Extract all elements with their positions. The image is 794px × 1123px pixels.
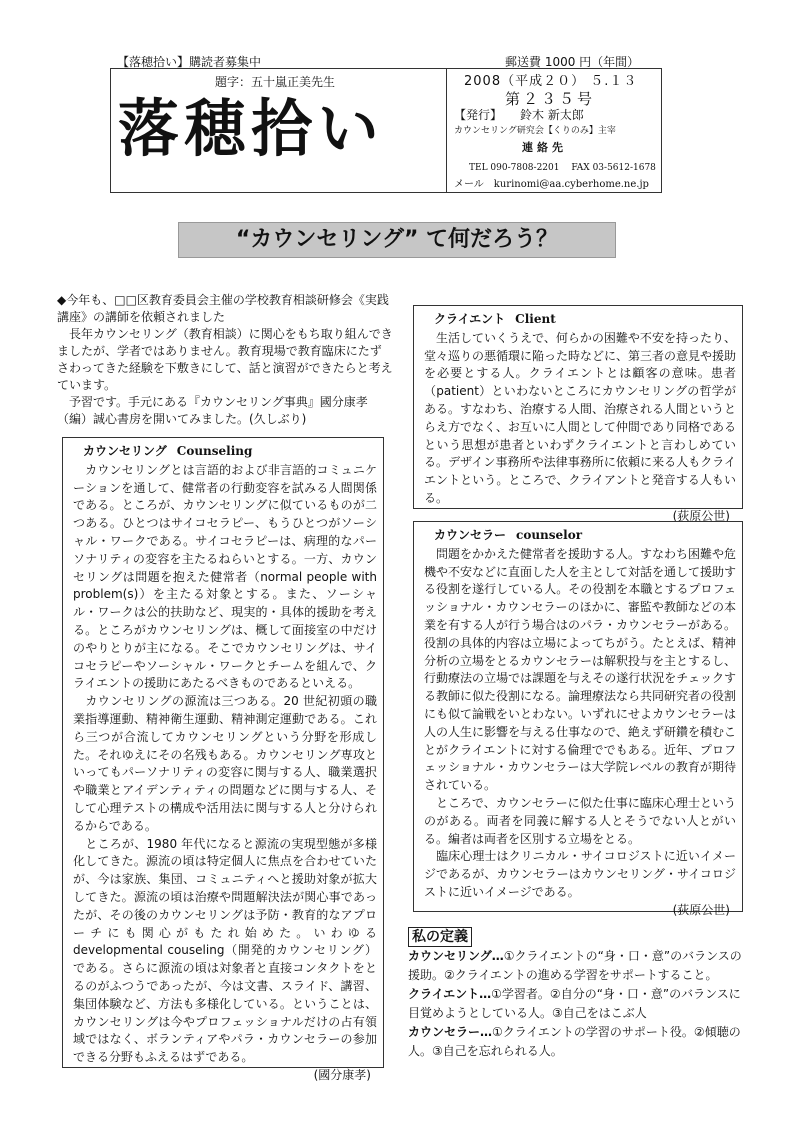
heading-en: counselor xyxy=(516,528,583,542)
article-paragraph: カウンセリングとは言語的および非言語的コミュニケーションを通して、健常者の行動変容を試みる人間関係である。ところが、カウンセリングに似ているものが二つある。ひとつはサイコセラピー、もうひとつがソーシャル・ワークである。サイコセラピーは、病理的なパーソナリティの変容を主たるねらいとする。一方、カウンセリングは問題を抱えた健常者（normal people with problem(s)）を主たる対象とする。また、ソーシャル・ワークは公的扶助など、現実的・具体的援助を考える。ところがカウンセリングは、概して面接室の中だけのやりとりが主になる。そこでカウンセリングは、サイコセラピーやソーシャル・ワークとチームを組んで、クライエントの援助にあたるべきものであるといえる。 xyxy=(73,462,377,691)
counseling-article xyxy=(62,437,384,1082)
publisher xyxy=(454,106,584,123)
calligraphy-credit: 題字：五十嵐正美先生 xyxy=(215,75,336,89)
client-article xyxy=(413,305,743,523)
publisher-name: 鈴木 新太郎 xyxy=(520,108,584,122)
postage-fee: 郵送費 1000 円（年間） xyxy=(505,55,640,69)
article-paragraph: カウンセリングの源流は三つある。20 世紀初頭の職業指導運動、精神衛生運動、精神測定運動である。これら三つが合流してカウンセリングという分野を形成した。それゆえにその名残もある。カウンセリング専攻といってもパーソナリティの変容に関与する人、職業選択や職業とアイデンティティの問題などに関与する人、そして心理テストの構成や活用法に関与する人と分けられるからである。 xyxy=(73,694,377,833)
article-paragraph: ところで、カウンセラーに似た仕事に臨床心理士というのがある。両者を同義に解する人とそうでない人とがいる。編者は両者を区別する立場をとる。 xyxy=(424,795,736,846)
definitions-title: 私の定義 xyxy=(408,927,472,947)
definition-item xyxy=(408,1023,748,1061)
heading-ja: クライエント xyxy=(434,312,506,326)
heading-en: Client xyxy=(515,312,556,326)
intro-paragraph: 予習です。手元にある『カウンセリング事典』國分康孝（編）誠心書房を開いてみました。(久しぶり) xyxy=(57,395,368,426)
issue-date: 2008（平成２０） ５.１３ xyxy=(464,74,638,89)
definition-term: クライエント… xyxy=(408,987,492,1001)
issue-number: 第２３５号 xyxy=(505,90,596,108)
heading-ja: カウンセラー xyxy=(434,528,507,542)
contact-heading: 連絡先 xyxy=(522,141,567,154)
author-signature: (荻原公世) xyxy=(672,902,730,917)
definition-item xyxy=(408,947,748,985)
email-address: メール kurinomi@aa.cyberhome.ne.jp xyxy=(454,179,649,190)
publisher-label: 【発行】 xyxy=(454,108,503,122)
definition-text: ①学習者。②自分の“身・口・意”のバランスに目覚めようとしている人。③自己をはこぶ人 xyxy=(408,987,741,1020)
newsletter-title: 落穂拾い xyxy=(118,92,385,165)
intro-section xyxy=(57,292,393,428)
definition-item xyxy=(408,985,748,1023)
definition-text: ①クライエントの“身・口・意”のバランスの援助。②クライエントの進める学習をサポートすること。 xyxy=(408,949,742,982)
article-paragraph: 問題をかかえた健常者を援助する人。すなわち困難や危機や不安などに直面した人を主として対話を通して援助する役割を遂行している人。その役割を本職とするプロフェッショナル・カウンセラーのほかに、審監や教師などの本業を有する人が行う場合はのパラ・カウンセラーがある。役割の具体的内容は立場によってちがう。たとえば、精神分析の立場をとるカウンセラーは解釈投与を主とするし、行動療法の立場では課題を与えその遂行状況をチェックする教師に似た役割になる。論理療法なら共同研究者の役割にも似て論戦をいとわない。いずれにせよカウンセラーは人の人生に影響を与える仕事なので、絶えず研鑽を積むことがクライエントに対する倫理ででもある。近年、プロフェッショナル・カウンセラーは大学院レベルの教育が期待されている。 xyxy=(424,546,737,793)
heading-ja: カウンセリング xyxy=(83,444,167,458)
definition-text: ①クライエントの学習のサポート役。②傾聴の人。③自己を忘れられる人。 xyxy=(408,1025,741,1058)
definition-term: カウンセリング… xyxy=(408,949,504,963)
article-paragraph: 臨床心理士はクリニカル・サイコロジストに近いイメージであるが、カウンセラーはカウンセリング・サイコロジストに近いイメージである。 xyxy=(424,849,736,899)
article-heading xyxy=(434,311,736,329)
article-heading xyxy=(83,443,377,461)
masthead-divider xyxy=(446,68,447,193)
article-heading xyxy=(434,527,736,545)
subscription-notice: 【落穂拾い】購読者募集中 xyxy=(117,55,262,69)
article-paragraph: ところが、1980 年代になると源流の実現型態が多様化してきた。源流の頃は特定個人に焦点を合わせていたが、今は家族、集団、コミュニティへと援助対象が拡大してきた。源流の頃は治療や問題解決法が関心事であったが、その後のカウンセリングは予防・教育的なアプローチにも関心がもたれ始めた。いわゆる developmental couseling（開発的カウンセリング）である。さらに源流の頃は対象者と直接コンタクトをとるのがふつうであったが、今は文書、スライド、講習、集団体験など、方法も多様化している。ということは、カウンセリングは今やプロフェッショナルだけの占有領域ではなく、ボランティアやパラ・カウンセラーの参加できる分野もふえるはずである。 xyxy=(73,836,377,1065)
author-signature: (荻原公世) xyxy=(672,508,730,523)
counselor-article xyxy=(413,521,743,917)
definition-term: カウンセラー… xyxy=(408,1025,493,1039)
author-signature: (國分康孝) xyxy=(313,1067,371,1082)
society-name: カウンセリング研究会【くりのみ】主宰 xyxy=(454,126,616,136)
heading-en: Counseling xyxy=(176,444,253,458)
tel-fax: TEL 090-7808-2201 FAX 03-5612-1678 xyxy=(469,163,656,173)
intro-paragraph: ◆今年も、□□区教育委員会主催の学校教育相談研修会《実践講座》の講師を依頼されました xyxy=(57,293,389,324)
intro-paragraph: 長年カウンセリング（教育相談）に関心をもち取り組んできましたが、学者ではありません。教育現場で教育臨床にたずさわってきた経験を下敷きにして、話と演習ができたらと考えています。 xyxy=(57,327,393,392)
article-paragraph: 生活していくうえで、何らかの困難や不安を持ったり、堂々巡りの悪循環に陥った時などに、第三者の意見や援助を必要とする人。クライエントとは顧客の意味。患者（patient）といわないところにカウンセリングの哲学がある。すなわち、治療する人間、治療される人間というとらえ方でなく、お互いに人間として仲間であり同格であるという思想が患者といわずクライエントと言わしめている。デザイン事務所や法律事務所に依頼に来る人もクライエントという。ところで、クライアントと発音する人もいる。 xyxy=(424,330,737,505)
headline-banner: “カウンセリング” て何だろう？ xyxy=(178,222,616,258)
definitions-section xyxy=(408,927,748,1061)
